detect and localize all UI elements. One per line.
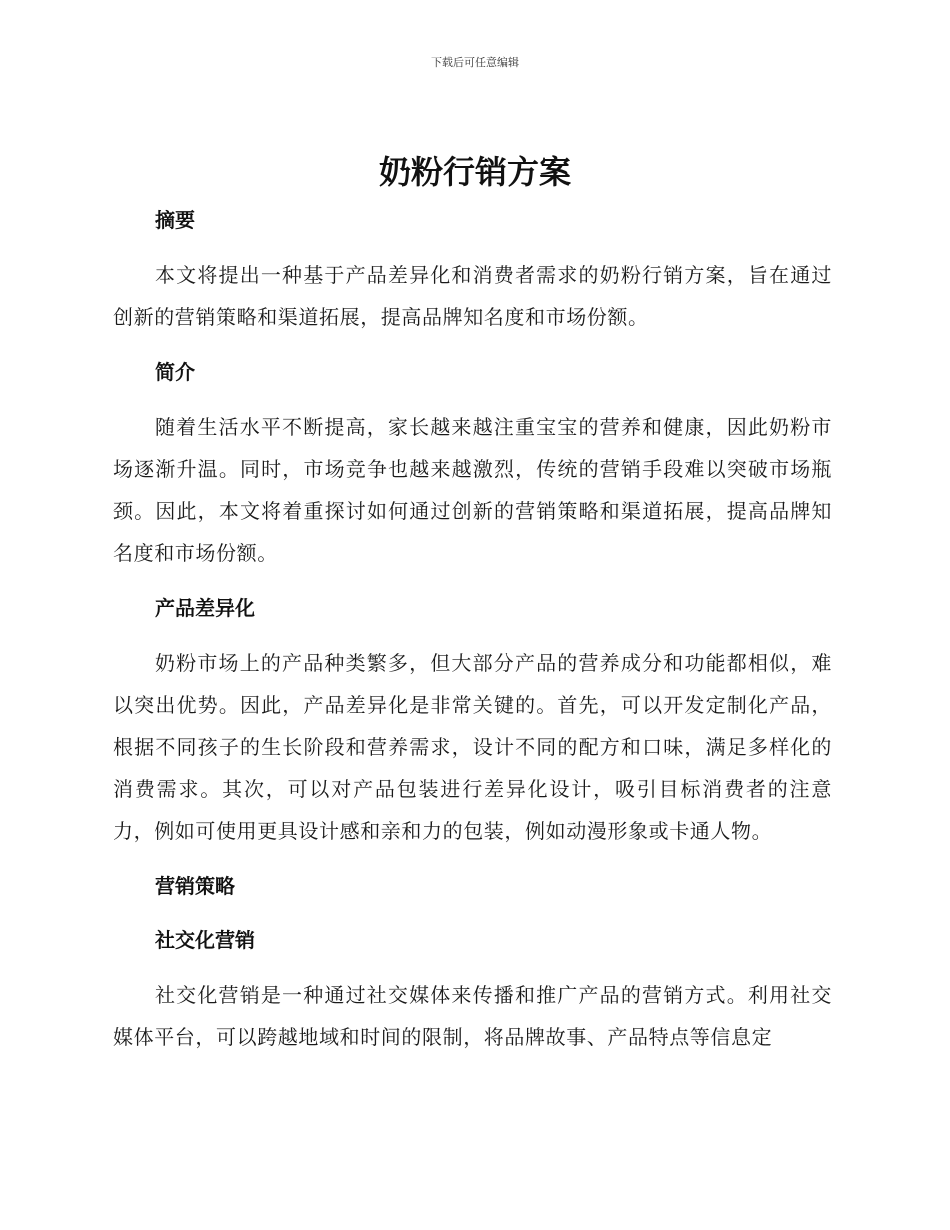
section-heading-social: 社交化营销	[155, 928, 255, 952]
section-heading-strategy: 营销策略	[155, 874, 235, 898]
paragraph-differentiation: 奶粉市场上的产品种类繁多，但大部分产品的营养成分和功能都相似，难以突出优势。因此，产品差异化是非常关键的。首先，可以开发定制化产品，根据不同孩子的生长阶段和营养需求，设计不同的配方和口味，满足多样化的消费需求。其次，可以对产品包装进行差异化设计，吸引目标消费者的注意力，例如可使用更具设计感和亲和力的包装，例如动漫形象或卡通人物。	[113, 651, 832, 843]
section-heading-differentiation: 产品差异化	[155, 596, 255, 620]
document-body	[113, 200, 832, 1058]
section-heading-abstract: 摘要	[155, 208, 195, 232]
section-heading-intro: 简介	[155, 360, 195, 384]
paragraph-abstract: 本文将提出一种基于产品差异化和消费者需求的奶粉行销方案，旨在通过创新的营销策略和渠道拓展，提高品牌知名度和市场份额。	[113, 263, 832, 329]
document-title: 奶粉行销方案	[378, 153, 571, 191]
header-note: 下载后可任意编辑	[431, 56, 519, 69]
paragraph-intro: 随着生活水平不断提高，家长越来越注重宝宝的营养和健康，因此奶粉市场逐渐升温。同时，市场竞争也越来越激烈，传统的营销手段难以突破市场瓶颈。因此，本文将着重探讨如何通过创新的营销策略和渠道拓展，提高品牌知名度和市场份额。	[113, 415, 832, 565]
paragraph-social: 社交化营销是一种通过社交媒体来传播和推广产品的营销方式。利用社交媒体平台，可以跨越地域和时间的限制，将品牌故事、产品特点等信息定	[113, 983, 832, 1049]
